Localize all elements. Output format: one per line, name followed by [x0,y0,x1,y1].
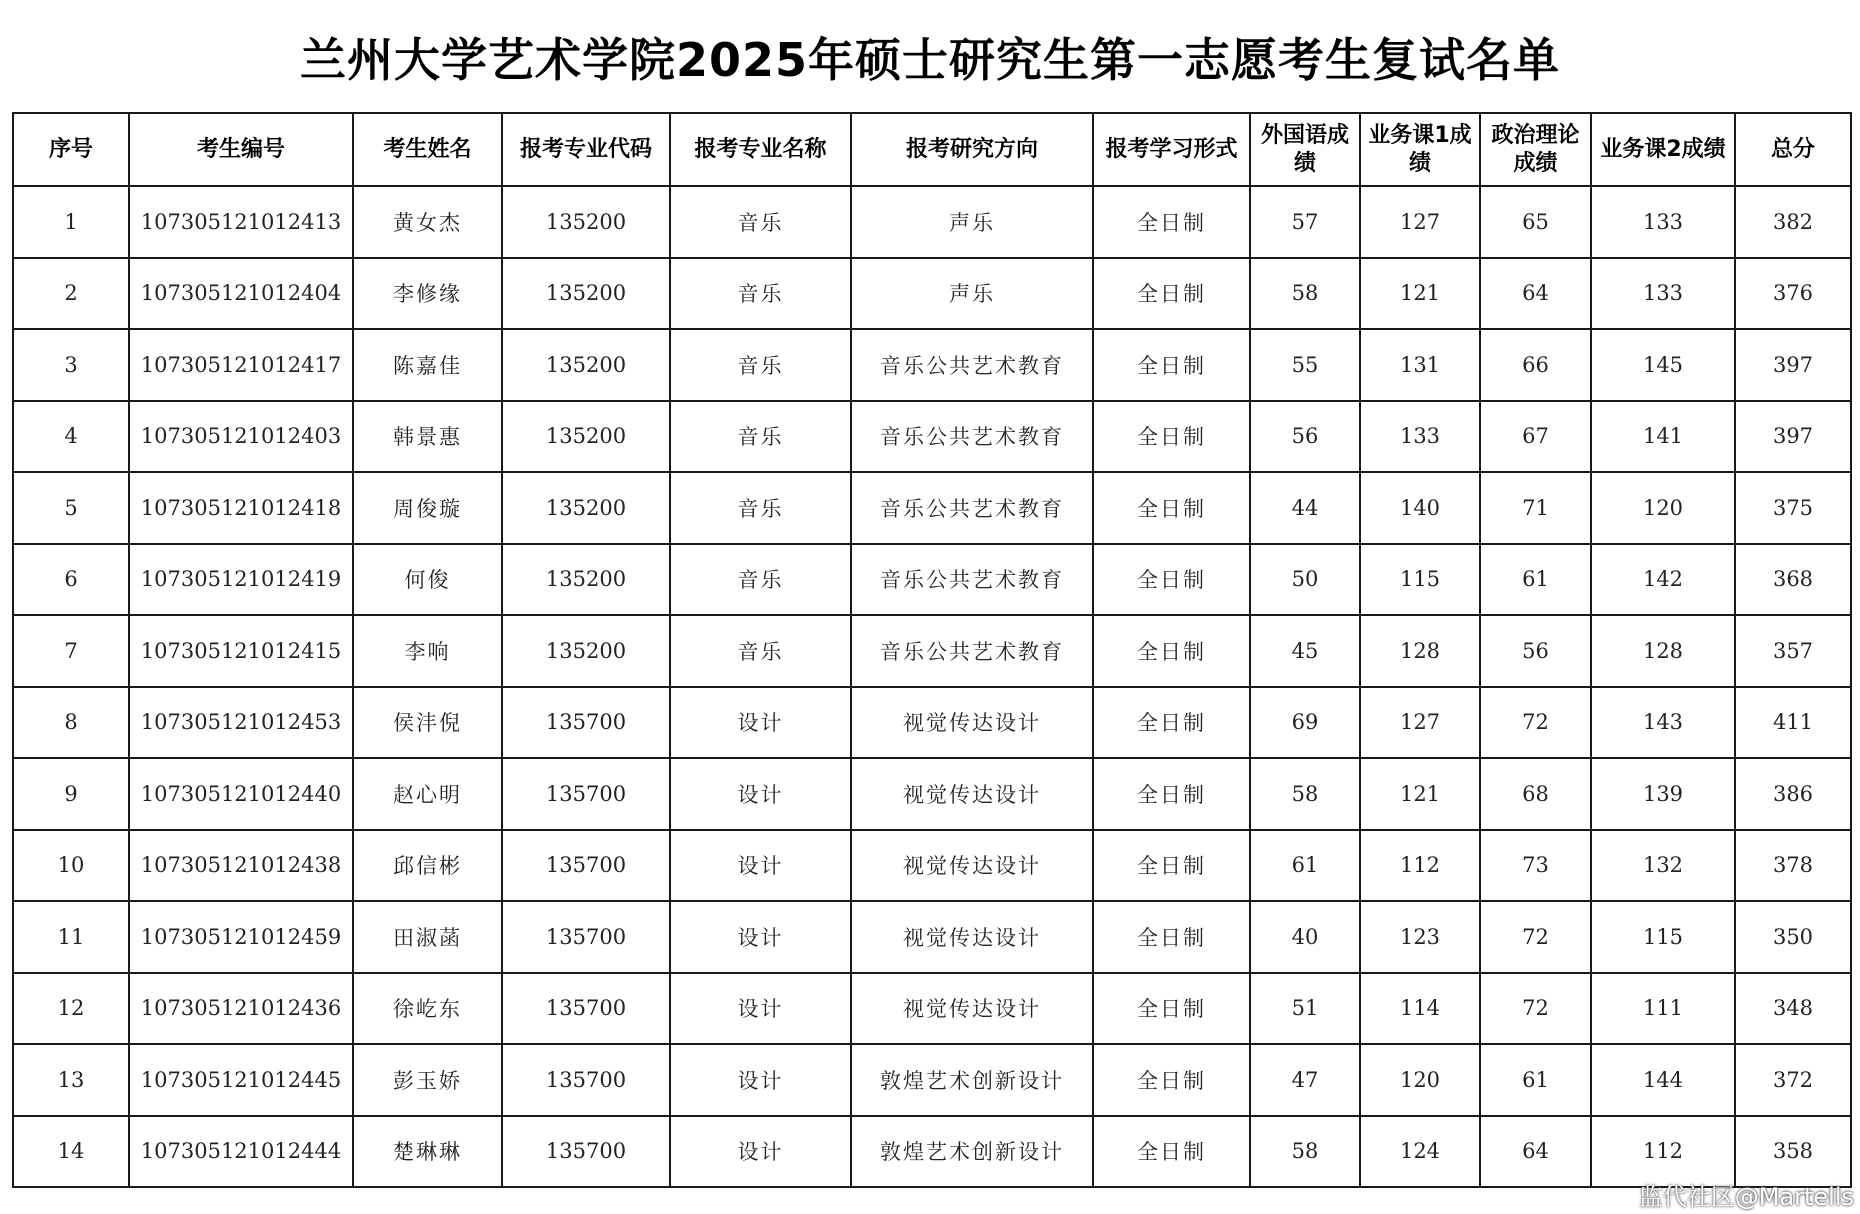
cell-study-mode: 全日制 [1093,1116,1250,1188]
cell-research-direction: 音乐公共艺术教育 [851,401,1093,473]
table-body [13,186,1851,1187]
cell-major-name: 音乐 [670,401,851,473]
cell-total-score: 372 [1735,1044,1851,1116]
col-header-course2-score: 业务课2成绩 [1591,113,1735,186]
cell-foreign-language-score: 45 [1250,615,1360,687]
cell-research-direction: 音乐公共艺术教育 [851,472,1093,544]
cell-major-code: 135200 [502,329,670,401]
cell-foreign-language-score: 58 [1250,1116,1360,1188]
col-header-exam-id: 考生编号 [129,113,353,186]
cell-course1-score: 121 [1360,758,1480,830]
cell-major-code: 135700 [502,973,670,1045]
cell-foreign-language-score: 44 [1250,472,1360,544]
cell-major-name: 音乐 [670,329,851,401]
cell-course2-score: 132 [1591,830,1735,902]
cell-course2-score: 112 [1591,1116,1735,1188]
cell-research-direction: 声乐 [851,258,1093,330]
cell-course1-score: 121 [1360,258,1480,330]
cell-major-code: 135700 [502,901,670,973]
cell-total-score: 357 [1735,615,1851,687]
cell-exam-id: 107305121012444 [129,1116,353,1188]
cell-major-name: 音乐 [670,258,851,330]
cell-course2-score: 141 [1591,401,1735,473]
cell-name: 楚琳琳 [353,1116,502,1188]
col-header-politics-score: 政治理论成绩 [1480,113,1591,186]
table-row [13,1044,1851,1116]
cell-research-direction: 视觉传达设计 [851,830,1093,902]
cell-politics-score: 72 [1480,973,1591,1045]
cell-major-name: 音乐 [670,544,851,616]
cell-politics-score: 61 [1480,1044,1591,1116]
cell-major-code: 135700 [502,687,670,759]
cell-major-name: 设计 [670,830,851,902]
cell-major-name: 音乐 [670,186,851,258]
col-header-major-name: 报考专业名称 [670,113,851,186]
cell-major-code: 135200 [502,401,670,473]
table-row [13,830,1851,902]
cell-course2-score: 139 [1591,758,1735,830]
cell-foreign-language-score: 58 [1250,258,1360,330]
cell-politics-score: 61 [1480,544,1591,616]
col-header-course1-score: 业务课1成绩 [1360,113,1480,186]
cell-politics-score: 68 [1480,758,1591,830]
col-header-research-direction: 报考研究方向 [851,113,1093,186]
cell-name: 邱信彬 [353,830,502,902]
cell-course2-score: 143 [1591,687,1735,759]
cell-course2-score: 115 [1591,901,1735,973]
cell-course2-score: 128 [1591,615,1735,687]
cell-name: 彭玉娇 [353,1044,502,1116]
cell-index: 9 [13,758,129,830]
cell-name: 田淑菡 [353,901,502,973]
cell-research-direction: 视觉传达设计 [851,758,1093,830]
cell-name: 周俊璇 [353,472,502,544]
col-header-study-mode: 报考学习形式 [1093,113,1250,186]
cell-total-score: 375 [1735,472,1851,544]
cell-name: 黄女杰 [353,186,502,258]
cell-foreign-language-score: 57 [1250,186,1360,258]
cell-exam-id: 107305121012440 [129,758,353,830]
col-header-name: 考生姓名 [353,113,502,186]
cell-total-score: 348 [1735,973,1851,1045]
cell-foreign-language-score: 61 [1250,830,1360,902]
cell-politics-score: 71 [1480,472,1591,544]
table-row [13,901,1851,973]
cell-research-direction: 视觉传达设计 [851,901,1093,973]
cell-course1-score: 112 [1360,830,1480,902]
cell-major-name: 设计 [670,687,851,759]
cell-index: 11 [13,901,129,973]
cell-course2-score: 145 [1591,329,1735,401]
table-row [13,472,1851,544]
cell-major-name: 设计 [670,1116,851,1188]
cell-research-direction: 视觉传达设计 [851,687,1093,759]
col-header-index: 序号 [13,113,129,186]
table-row [13,186,1851,258]
cell-course1-score: 140 [1360,472,1480,544]
cell-major-name: 音乐 [670,615,851,687]
cell-exam-id: 107305121012438 [129,830,353,902]
cell-index: 2 [13,258,129,330]
cell-index: 1 [13,186,129,258]
cell-course1-score: 114 [1360,973,1480,1045]
cell-foreign-language-score: 51 [1250,973,1360,1045]
table-row [13,544,1851,616]
cell-politics-score: 67 [1480,401,1591,473]
cell-total-score: 411 [1735,687,1851,759]
cell-study-mode: 全日制 [1093,329,1250,401]
cell-name: 李响 [353,615,502,687]
cell-foreign-language-score: 47 [1250,1044,1360,1116]
cell-exam-id: 107305121012459 [129,901,353,973]
cell-exam-id: 107305121012417 [129,329,353,401]
cell-index: 13 [13,1044,129,1116]
cell-study-mode: 全日制 [1093,1044,1250,1116]
cell-politics-score: 66 [1480,329,1591,401]
cell-research-direction: 敦煌艺术创新设计 [851,1044,1093,1116]
cell-exam-id: 107305121012415 [129,615,353,687]
cell-exam-id: 107305121012436 [129,973,353,1045]
cell-total-score: 350 [1735,901,1851,973]
cell-course1-score: 123 [1360,901,1480,973]
cell-total-score: 376 [1735,258,1851,330]
cell-course2-score: 120 [1591,472,1735,544]
cell-total-score: 382 [1735,186,1851,258]
cell-study-mode: 全日制 [1093,973,1250,1045]
cell-total-score: 397 [1735,329,1851,401]
watermark: 监代社区@Martells [1638,1183,1854,1211]
cell-index: 7 [13,615,129,687]
cell-major-code: 135200 [502,615,670,687]
cell-name: 韩景惠 [353,401,502,473]
cell-exam-id: 107305121012419 [129,544,353,616]
cell-course2-score: 133 [1591,186,1735,258]
cell-index: 5 [13,472,129,544]
cell-total-score: 386 [1735,758,1851,830]
cell-research-direction: 声乐 [851,186,1093,258]
cell-name: 徐屹东 [353,973,502,1045]
cell-major-name: 设计 [670,901,851,973]
table-row [13,758,1851,830]
table-row [13,258,1851,330]
cell-major-name: 设计 [670,1044,851,1116]
cell-index: 8 [13,687,129,759]
cell-major-code: 135700 [502,758,670,830]
cell-course1-score: 131 [1360,329,1480,401]
cell-total-score: 358 [1735,1116,1851,1188]
cell-study-mode: 全日制 [1093,544,1250,616]
cell-name: 陈嘉佳 [353,329,502,401]
table-row [13,615,1851,687]
cell-politics-score: 72 [1480,687,1591,759]
cell-course1-score: 115 [1360,544,1480,616]
cell-politics-score: 64 [1480,258,1591,330]
page-title: 兰州大学艺术学院2025年硕士研究生第一志愿考生复试名单 [299,33,1561,87]
cell-study-mode: 全日制 [1093,258,1250,330]
cell-major-name: 设计 [670,758,851,830]
cell-major-code: 135200 [502,472,670,544]
cell-politics-score: 73 [1480,830,1591,902]
cell-index: 12 [13,973,129,1045]
cell-politics-score: 56 [1480,615,1591,687]
cell-study-mode: 全日制 [1093,186,1250,258]
table-row [13,1116,1851,1188]
table-header-row [13,113,1851,186]
cell-course2-score: 133 [1591,258,1735,330]
cell-major-code: 135200 [502,544,670,616]
cell-politics-score: 72 [1480,901,1591,973]
cell-research-direction: 音乐公共艺术教育 [851,329,1093,401]
cell-course1-score: 120 [1360,1044,1480,1116]
cell-foreign-language-score: 56 [1250,401,1360,473]
col-header-major-code: 报考专业代码 [502,113,670,186]
cell-study-mode: 全日制 [1093,830,1250,902]
cell-major-code: 135200 [502,258,670,330]
cell-study-mode: 全日制 [1093,687,1250,759]
cell-research-direction: 视觉传达设计 [851,973,1093,1045]
table-row [13,973,1851,1045]
cell-exam-id: 107305121012403 [129,401,353,473]
cell-study-mode: 全日制 [1093,758,1250,830]
applicant-table [12,112,1852,1188]
cell-politics-score: 65 [1480,186,1591,258]
cell-research-direction: 音乐公共艺术教育 [851,615,1093,687]
cell-name: 何俊 [353,544,502,616]
cell-study-mode: 全日制 [1093,615,1250,687]
cell-exam-id: 107305121012413 [129,186,353,258]
cell-total-score: 397 [1735,401,1851,473]
cell-foreign-language-score: 50 [1250,544,1360,616]
cell-index: 10 [13,830,129,902]
cell-index: 14 [13,1116,129,1188]
cell-politics-score: 64 [1480,1116,1591,1188]
col-header-total-score: 总分 [1735,113,1851,186]
cell-total-score: 368 [1735,544,1851,616]
cell-exam-id: 107305121012453 [129,687,353,759]
cell-major-code: 135700 [502,1116,670,1188]
cell-major-code: 135700 [502,830,670,902]
cell-course1-score: 127 [1360,687,1480,759]
col-header-foreign-language-score: 外国语成绩 [1250,113,1360,186]
cell-course1-score: 133 [1360,401,1480,473]
cell-exam-id: 107305121012445 [129,1044,353,1116]
cell-study-mode: 全日制 [1093,901,1250,973]
cell-name: 侯沣倪 [353,687,502,759]
table-row [13,401,1851,473]
cell-major-code: 135200 [502,186,670,258]
cell-major-name: 音乐 [670,472,851,544]
cell-foreign-language-score: 58 [1250,758,1360,830]
cell-index: 4 [13,401,129,473]
cell-name: 李修缘 [353,258,502,330]
cell-major-code: 135700 [502,1044,670,1116]
cell-research-direction: 音乐公共艺术教育 [851,544,1093,616]
cell-course1-score: 127 [1360,186,1480,258]
cell-course2-score: 142 [1591,544,1735,616]
cell-total-score: 378 [1735,830,1851,902]
cell-major-name: 设计 [670,973,851,1045]
cell-research-direction: 敦煌艺术创新设计 [851,1116,1093,1188]
cell-course2-score: 144 [1591,1044,1735,1116]
cell-foreign-language-score: 55 [1250,329,1360,401]
cell-name: 赵心明 [353,758,502,830]
cell-course2-score: 111 [1591,973,1735,1045]
cell-exam-id: 107305121012404 [129,258,353,330]
cell-study-mode: 全日制 [1093,472,1250,544]
cell-study-mode: 全日制 [1093,401,1250,473]
table-row [13,687,1851,759]
cell-course1-score: 128 [1360,615,1480,687]
cell-exam-id: 107305121012418 [129,472,353,544]
cell-foreign-language-score: 69 [1250,687,1360,759]
cell-foreign-language-score: 40 [1250,901,1360,973]
table-row [13,329,1851,401]
cell-course1-score: 124 [1360,1116,1480,1188]
cell-index: 3 [13,329,129,401]
cell-index: 6 [13,544,129,616]
